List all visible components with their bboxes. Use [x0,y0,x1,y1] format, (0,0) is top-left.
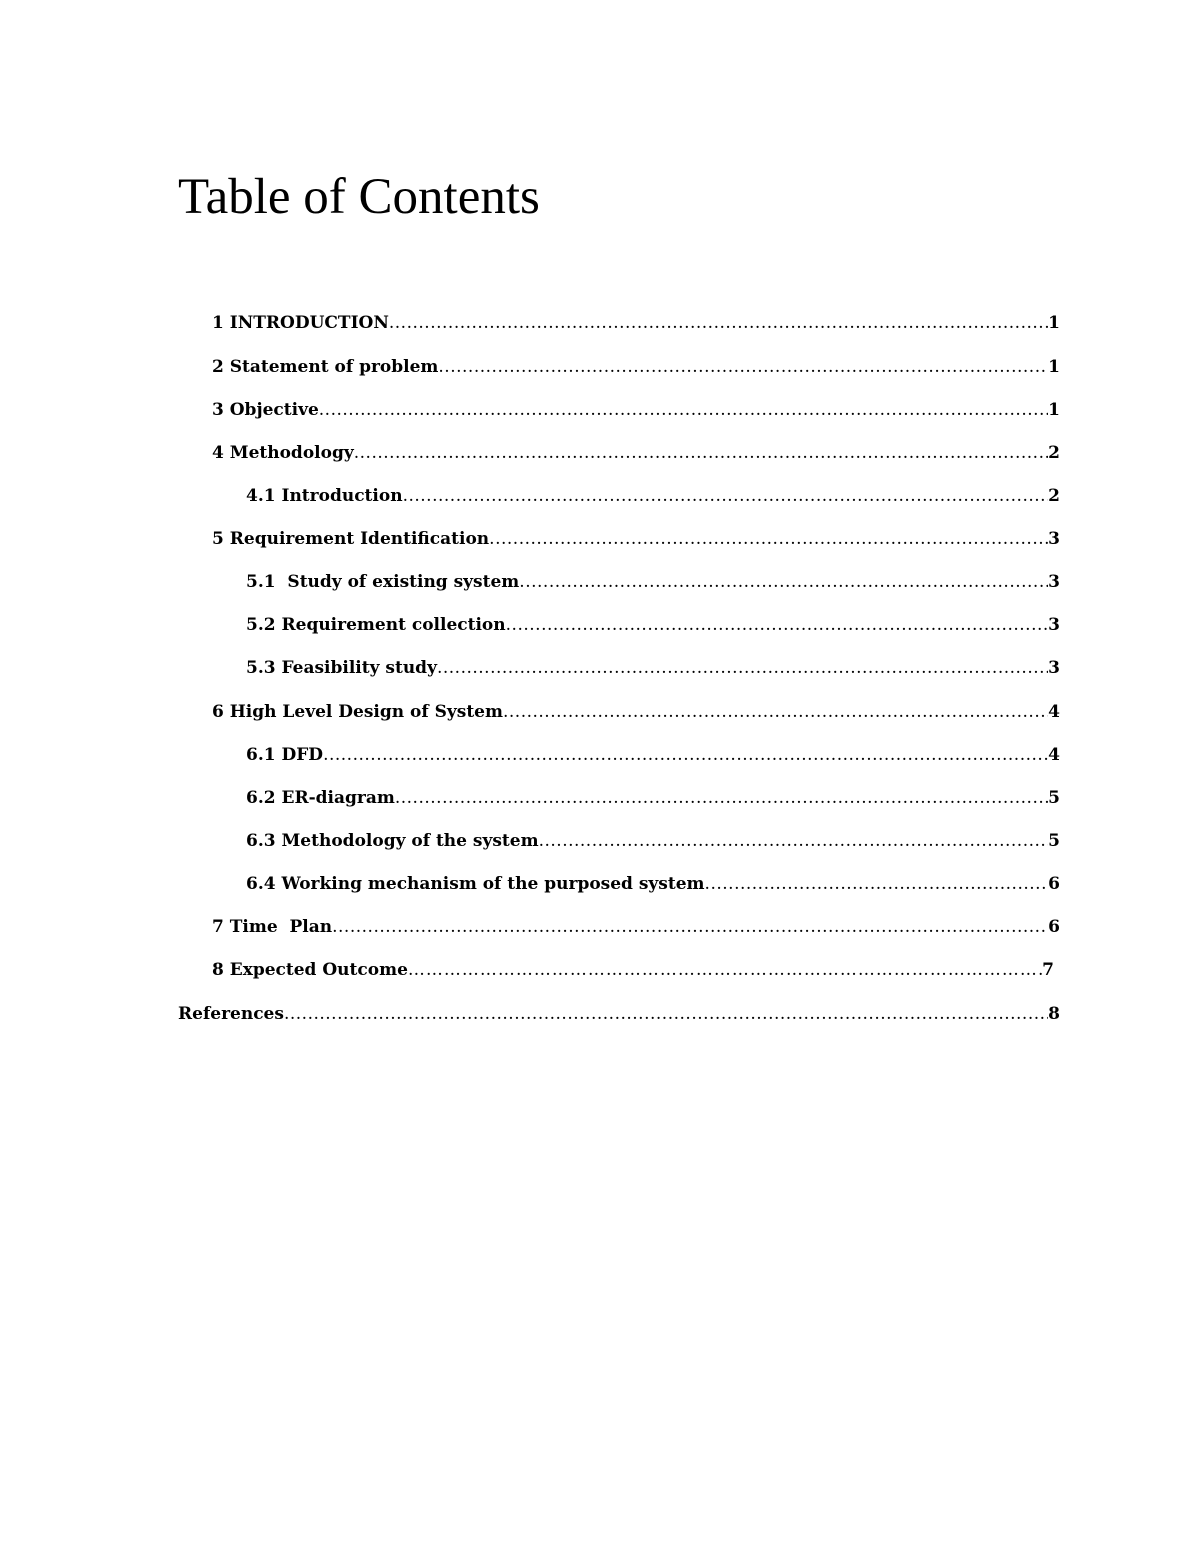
toc-entry-page-number: 6 [1048,917,1060,937]
toc-entry-page-number: 1 [1048,313,1060,333]
toc-entry[interactable] [246,570,1060,594]
toc-entry-label: 6.3 Methodology of the system [246,831,539,851]
dot-leader [438,355,1048,379]
toc-entry-label: 1 INTRODUCTION [212,313,389,333]
toc-entry-page-number: 5 [1048,831,1060,851]
dot-leader [395,786,1048,810]
toc-entry-label: 5 Requirement Identification [212,529,490,549]
toc-entry[interactable] [246,484,1060,508]
toc-entry[interactable] [212,915,1060,939]
toc-entry-label: 6.2 ER-diagram [246,788,395,808]
toc-entry-label: 4 Methodology [212,443,354,463]
toc-entry-label: 8 Expected Outcome [212,960,408,980]
toc-entry-page-number: 1 [1048,357,1060,377]
toc-entry-page-number: 3 [1048,572,1060,592]
toc-entry-label: References [178,1004,284,1024]
toc-entry-label: 5.2 Requirement collection [246,615,506,635]
toc-entry-page-number: 6 [1048,874,1060,894]
toc-entry[interactable] [212,958,1054,982]
toc-entry-label: 6.1 DFD [246,745,324,765]
dot-leader [489,527,1048,551]
toc-entry-label: 3 Objective [212,400,319,420]
dot-leader [403,484,1049,508]
toc-entry-page-number: 2 [1048,486,1060,506]
toc-entry[interactable] [212,527,1060,551]
toc-entry-label: 2 Statement of problem [212,357,439,377]
toc-entry-page-number: 2 [1048,443,1060,463]
toc-entry[interactable] [212,355,1060,379]
toc-title: Table of Contents [178,169,540,225]
dot-leader [319,398,1048,422]
dot-leader [354,441,1048,465]
toc-entry-page-number: 7 [1042,960,1054,980]
dot-leader [519,570,1048,594]
toc-entry[interactable] [246,613,1060,637]
toc-entry-label: 6.4 Working mechanism of the purposed system [246,874,705,894]
dot-leader [437,656,1048,680]
dot-leader [539,829,1049,853]
toc-entry[interactable] [212,441,1060,465]
dot-leader [503,700,1048,724]
toc-entry-label: 7 Time Plan [212,917,333,937]
toc-entry-page-number: 8 [1048,1004,1060,1024]
toc-entry-page-number: 3 [1048,529,1060,549]
dot-leader [506,613,1049,637]
toc-entry[interactable] [246,872,1060,896]
toc-entry-label: 4.1 Introduction [246,486,403,506]
dot-leader [408,958,1042,982]
dot-leader [323,743,1048,767]
toc-entry-label: 5.1 Study of existing system [246,572,520,592]
toc-entry[interactable] [246,743,1060,767]
toc-entry[interactable] [178,1002,1060,1026]
toc-entry-page-number: 4 [1048,745,1060,765]
toc-entry[interactable] [246,656,1060,680]
toc-entry-page-number: 4 [1048,702,1060,722]
toc-entry[interactable] [212,311,1060,335]
toc-entry-page-number: 5 [1048,788,1060,808]
toc-entry-label: 5.3 Feasibility study [246,658,437,678]
toc-entry[interactable] [212,398,1060,422]
toc-entry-page-number: 3 [1048,615,1060,635]
toc-entry-label: 6 High Level Design of System [212,702,503,722]
toc-entry-page-number: 3 [1048,658,1060,678]
dot-leader [389,311,1048,335]
toc-entry-page-number: 1 [1048,400,1060,420]
dot-leader [284,1002,1048,1026]
toc-entry[interactable] [246,786,1060,810]
dot-leader [332,915,1048,939]
dot-leader [705,872,1049,896]
toc-entry[interactable] [246,829,1060,853]
toc-entry[interactable] [212,700,1060,724]
